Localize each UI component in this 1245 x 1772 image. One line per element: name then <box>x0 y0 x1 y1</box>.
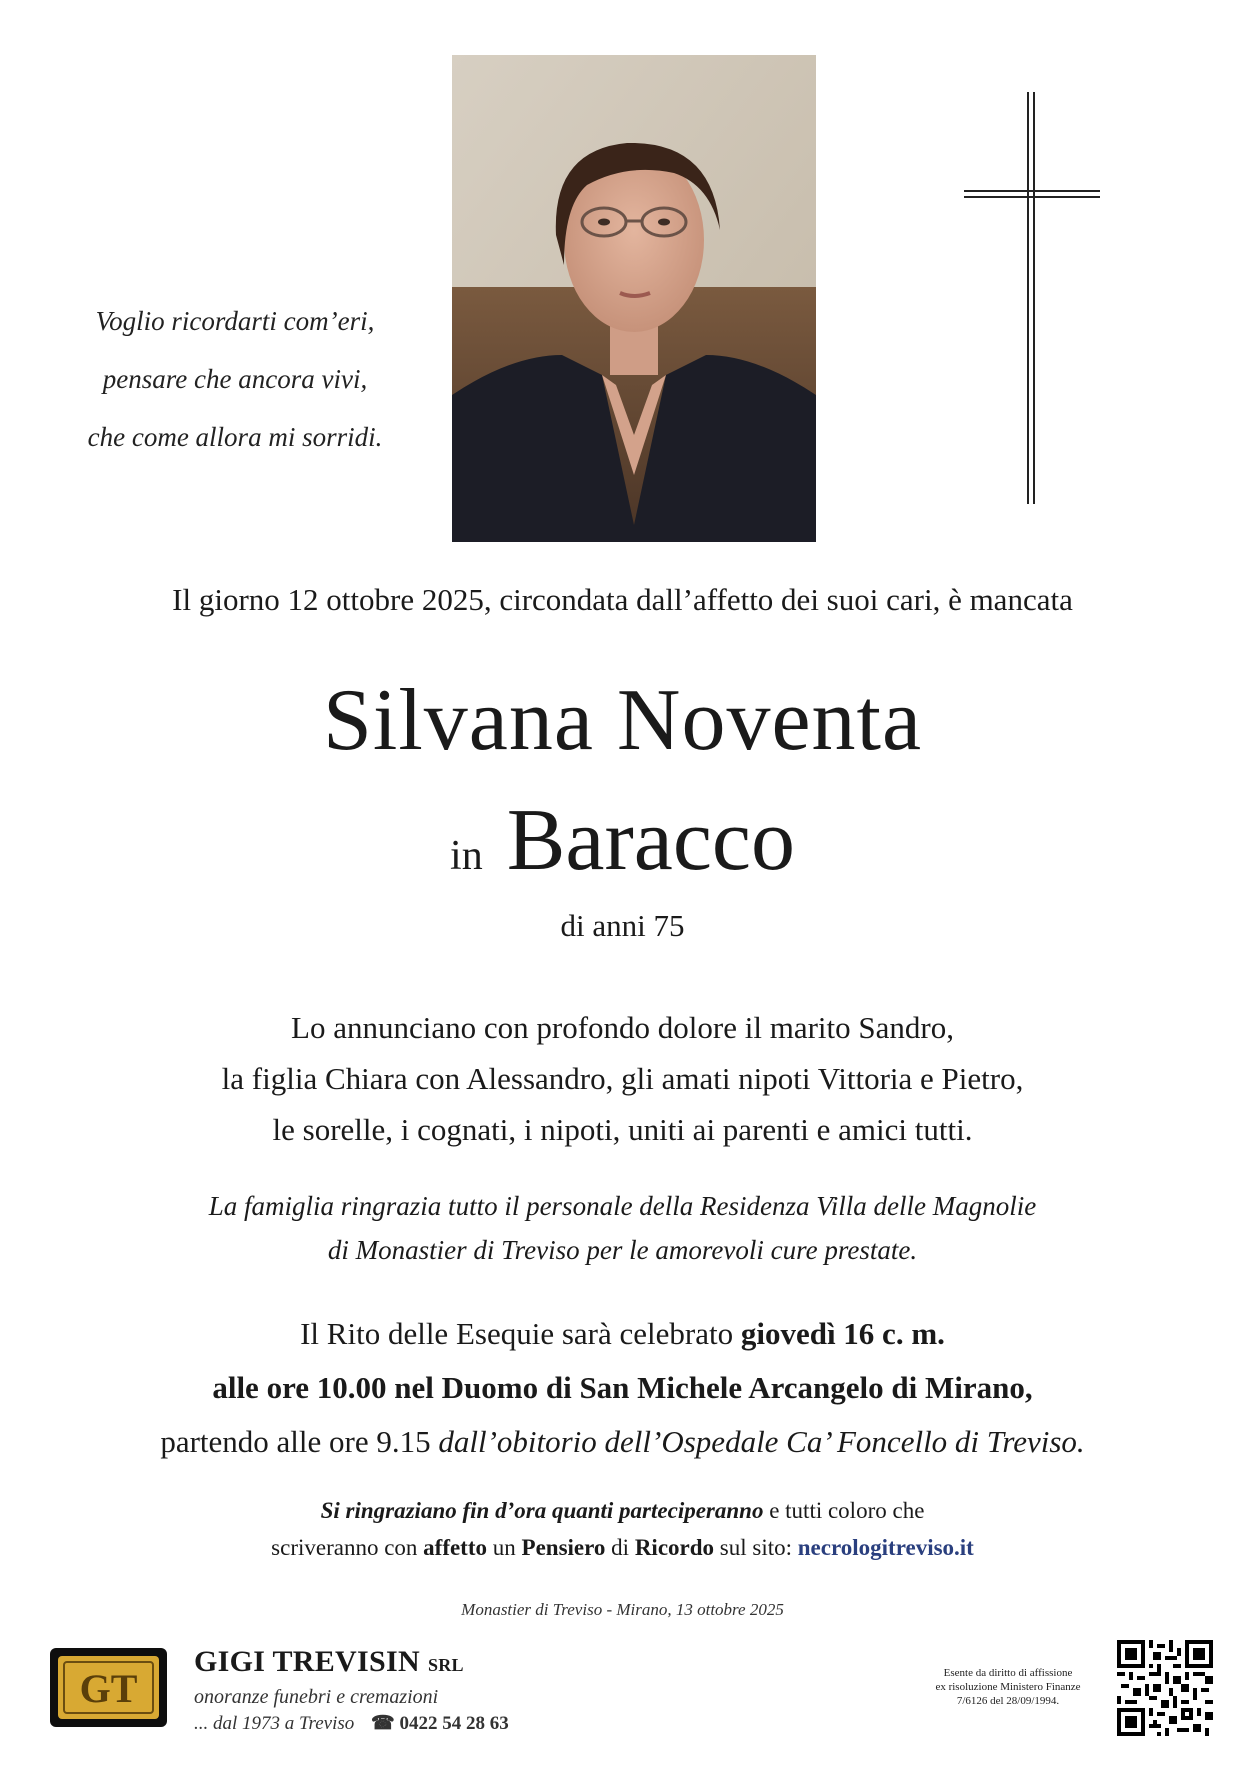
procession-time: partendo alle ore 9.15 <box>160 1424 439 1459</box>
funeral-home-logo <box>50 1648 167 1727</box>
thanks-line-1 <box>0 1492 1245 1529</box>
epigraph-poem <box>70 292 400 466</box>
phone-number-text: 0422 54 28 63 <box>399 1713 509 1734</box>
death-announcement-intro: Il giorno 12 ottobre 2025, circondata dall’affetto dei suoi cari, è mancata <box>172 582 1073 617</box>
funeral-time-place: alle ore 10.00 nel Duomo di San Michele Arcangelo di Mirano, <box>212 1370 1033 1405</box>
deceased-name: Silvana Noventa <box>322 672 923 769</box>
funeral-details <box>0 1307 1245 1469</box>
announcement-line: Lo annunciano con profondo dolore il marito Sandro, <box>291 1010 954 1045</box>
funeral-day: giovedì 16 c. m. <box>740 1316 945 1351</box>
procession-origin: dall’obitorio dell’Ospedale Ca’ Foncello di Treviso. <box>438 1424 1085 1459</box>
funeral-line-3 <box>0 1415 1245 1469</box>
thanks-line-2 <box>0 1529 1245 1566</box>
family-thanks-note <box>0 1184 1245 1272</box>
general-thanks <box>0 1492 1245 1566</box>
qr-code-icon[interactable] <box>1117 1640 1213 1736</box>
memorial-site-link[interactable]: necrologitreviso.it <box>797 1535 974 1560</box>
funeral-home-name <box>194 1645 464 1679</box>
brand-name: GIGI TREVISIN <box>194 1645 420 1678</box>
thanks-text: scriveranno con <box>271 1535 424 1560</box>
family-announcement <box>0 1002 1245 1155</box>
exemption-line: 7/6126 del 28/09/1994. <box>956 1695 1060 1707</box>
announcement-line: le sorelle, i cognati, i nipoti, uniti ai parenti e amici tutti. <box>272 1112 973 1147</box>
married-prefix: in <box>450 833 483 879</box>
poem-line: Voglio ricordarti com’eri, <box>95 306 375 336</box>
brand-suffix: SRL <box>427 1655 464 1675</box>
thanks-text: sul sito: <box>714 1535 798 1560</box>
thanks-text: un <box>487 1535 522 1560</box>
poem-line: pensare che ancora vivi, <box>102 364 368 394</box>
cross-icon <box>964 92 1100 504</box>
thanks-line: di Monastier di Treviso per le amorevoli cure prestate. <box>327 1235 918 1265</box>
place-date-line: Monastier di Treviso - Mirano, 13 ottobre 2025 <box>461 1600 784 1619</box>
funeral-intro-text: Il Rito delle Esequie sarà celebrato <box>300 1316 741 1351</box>
since-text: ... dal 1973 a Treviso <box>194 1713 355 1734</box>
deceased-portrait-photo <box>452 55 816 542</box>
thanks-bold-italic: Si ringraziano fin d’ora quanti parteciperanno <box>320 1498 764 1523</box>
thanks-bold: Ricordo <box>634 1535 715 1560</box>
married-name: Baracco <box>506 792 795 889</box>
announcement-line: la figlia Chiara con Alessandro, gli amati nipoti Vittoria e Pietro, <box>221 1061 1024 1096</box>
funeral-home-tagline: onoranze funebri e cremazioni <box>194 1686 439 1708</box>
thanks-text: di <box>605 1535 635 1560</box>
funeral-line-1 <box>0 1307 1245 1361</box>
deceased-age: di anni 75 <box>560 908 685 943</box>
posting-exemption-note <box>910 1666 1106 1708</box>
poem-line: che come allora mi sorridi. <box>87 422 383 452</box>
exemption-line: Esente da diritto di affissione <box>943 1667 1073 1679</box>
funeral-home-contact <box>194 1712 509 1735</box>
phone-number[interactable] <box>371 1713 509 1734</box>
thanks-text: e tutti coloro che <box>763 1498 925 1523</box>
exemption-line: ex risoluzione Ministero Finanze <box>935 1681 1081 1693</box>
thanks-bold: Pensiero <box>521 1535 606 1560</box>
thanks-bold: affetto <box>423 1535 488 1560</box>
thanks-line: La famiglia ringrazia tutto il personale della Residenza Villa delle Magnolie <box>208 1191 1037 1221</box>
funeral-line-2 <box>0 1361 1245 1415</box>
deceased-married-name-line <box>0 790 1245 891</box>
telephone-icon: ☎ <box>371 1713 395 1734</box>
logo-monogram: GT <box>79 1666 138 1711</box>
